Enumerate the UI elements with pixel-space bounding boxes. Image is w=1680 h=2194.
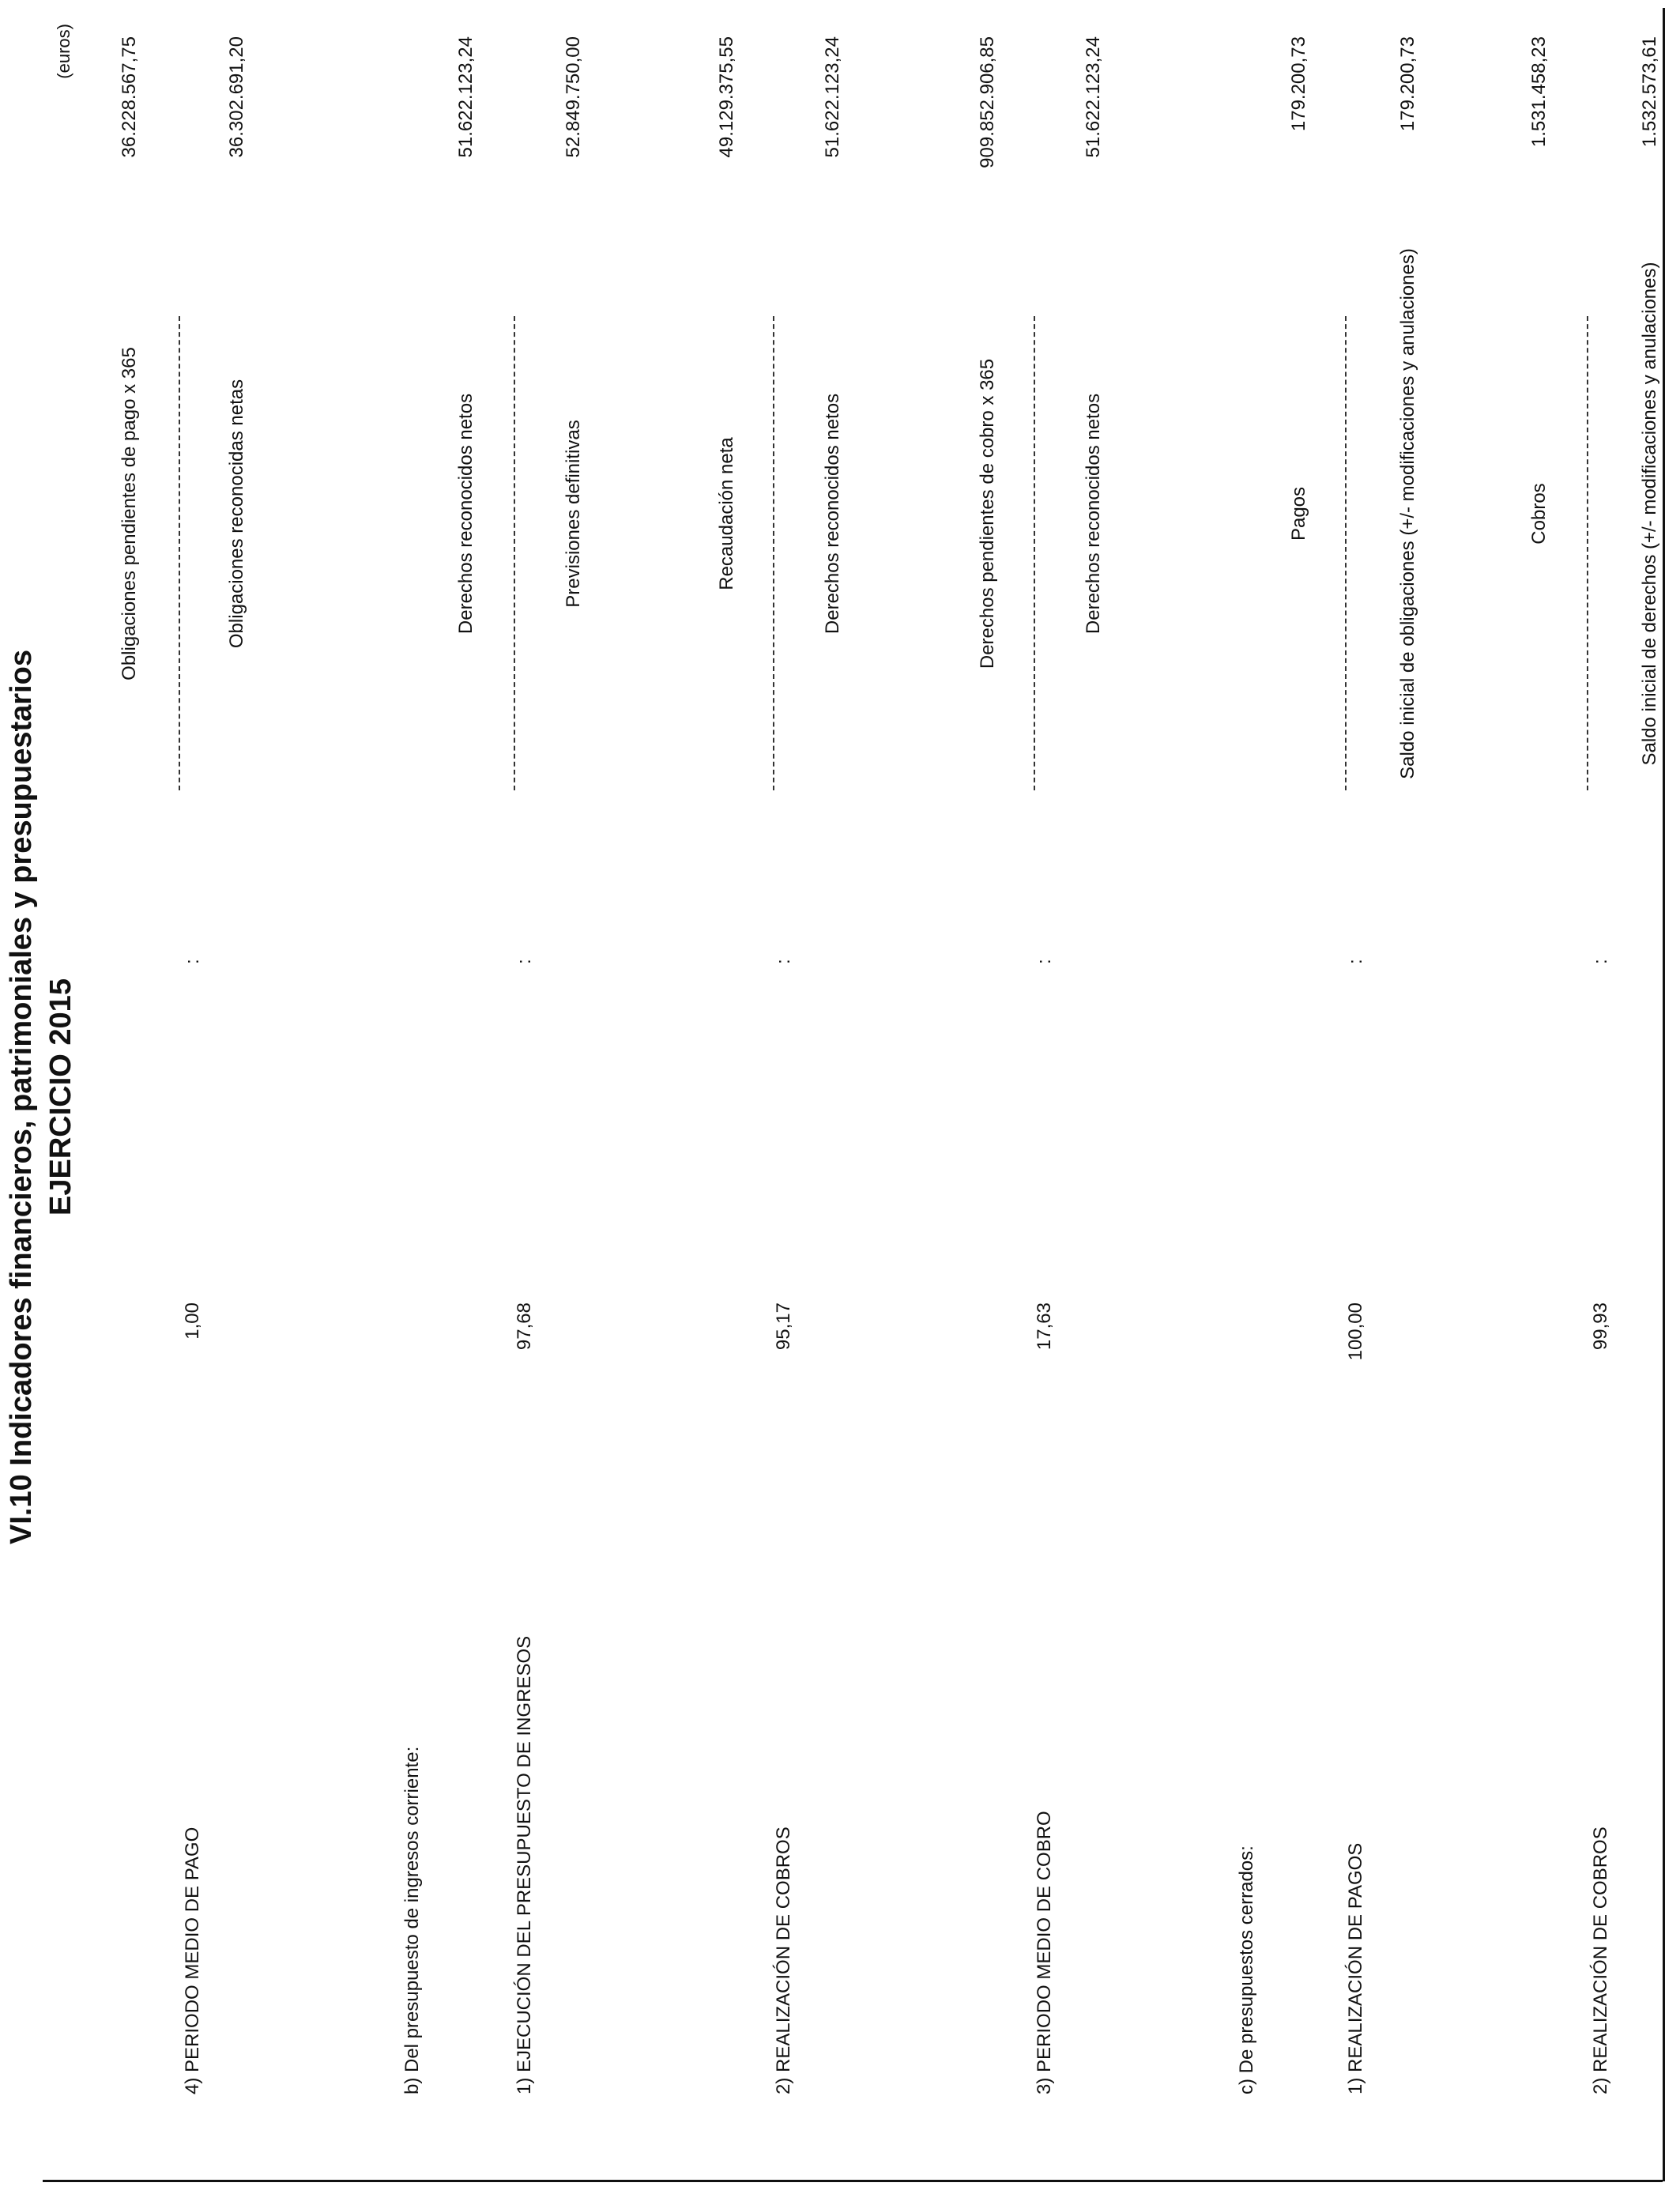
colon-separator: : (1590, 959, 1611, 964)
numerator-value: 179.200,73 (1288, 36, 1309, 132)
right-rule (1663, 8, 1665, 2181)
numerator-label: Pagos (1288, 486, 1309, 541)
denominator-value: 179.200,73 (1397, 36, 1418, 132)
numerator-label: Derechos reconocidos netos (455, 393, 477, 635)
report-title: VI.10 Indicadores financieros, patrimoniales y presupuestarios (5, 650, 38, 1544)
denominator-label: Derechos reconocidos netos (822, 393, 843, 635)
indicator-label: 1) EJECUCIÓN DEL PRESUPUESTO DE INGRESOS (514, 1635, 535, 2094)
colon-separator: : (1034, 959, 1055, 964)
indicator-ratio: 1,00 (182, 1302, 203, 1340)
bottom-rule (43, 2180, 1663, 2182)
fraction-rule (179, 316, 180, 790)
numerator-label: Derechos pendientes de cobro x 365 (977, 358, 998, 669)
denominator-label: Derechos reconocidos netos (1083, 393, 1104, 635)
fraction-rule (1587, 316, 1588, 790)
colon-separator: : (1345, 959, 1366, 964)
numerator-label: Obligaciones pendientes de pago x 365 (119, 347, 140, 680)
denominator-label: Saldo inicial de derechos (+/- modificaciones y anulaciones) (1639, 262, 1660, 766)
fraction-rule (514, 316, 515, 790)
denominator-value: 51.622.123,24 (1083, 36, 1104, 158)
indicator-ratio: 97,68 (514, 1302, 535, 1351)
colon-separator: : (773, 959, 794, 964)
denominator-value: 1.532.573,61 (1639, 36, 1660, 148)
report-subtitle: EJERCICIO 2015 (44, 978, 77, 1216)
denominator-label: Saldo inicial de obligaciones (+/- modificaciones y anulaciones) (1397, 248, 1418, 779)
denominator-label: Obligaciones reconocidas netas (226, 379, 247, 649)
denominator-value: 36.302.691,20 (226, 36, 247, 158)
colon-separator: : (514, 959, 535, 964)
indicator-label: 3) PERIODO MEDIO DE COBRO (1034, 1811, 1055, 2094)
denominator-label: Previsiones definitivas (563, 420, 584, 608)
colon-separator: : (182, 959, 203, 964)
numerator-value: 51.622.123,24 (455, 36, 477, 158)
indicator-label: 2) REALIZACIÓN DE COBROS (1590, 1826, 1611, 2094)
denominator-value: 52.849.750,00 (563, 36, 584, 158)
currency-unit: (euros) (54, 24, 73, 79)
section-label-presupuestos-cerrados: c) De presupuestos cerrados: (1236, 1845, 1257, 2094)
numerator-value: 1.531.458,23 (1528, 36, 1550, 148)
indicator-label: 2) REALIZACIÓN DE COBROS (773, 1826, 794, 2094)
denominator-value: 51.622.123,24 (822, 36, 843, 158)
indicator-ratio: 95,17 (773, 1302, 794, 1351)
numerator-value: 36.228.567,75 (119, 36, 140, 158)
indicator-ratio: 99,93 (1590, 1302, 1611, 1351)
numerator-label: Recaudación neta (716, 437, 737, 590)
numerator-value: 49.129.375,55 (716, 36, 737, 158)
indicator-label: 4) PERIODO MEDIO DE PAGO (182, 1826, 203, 2094)
indicator-label: 1) REALIZACIÓN DE PAGOS (1345, 1842, 1366, 2094)
fraction-rule (1345, 316, 1347, 790)
section-label-ingresos-corriente: b) Del presupuesto de ingresos corriente: (401, 1746, 423, 2094)
numerator-label: Cobros (1528, 483, 1550, 545)
indicator-ratio: 17,63 (1034, 1302, 1055, 1351)
fraction-rule (1034, 316, 1035, 790)
indicator-ratio: 100,00 (1345, 1302, 1366, 1361)
numerator-value: 909.852.906,85 (977, 36, 998, 168)
fraction-rule (773, 316, 774, 790)
